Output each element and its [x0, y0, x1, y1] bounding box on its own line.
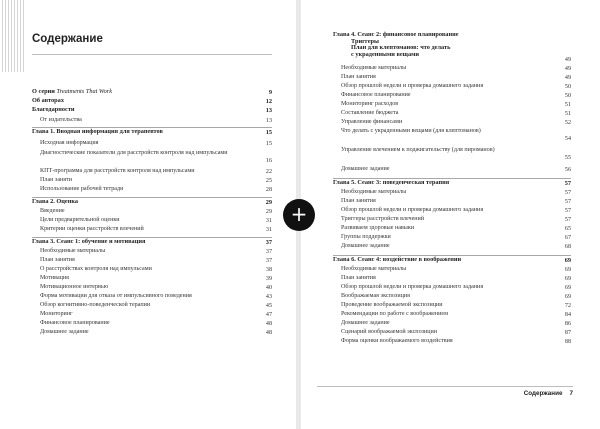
toc-entry	[341, 225, 571, 232]
entry-text: Об авторах	[32, 97, 64, 104]
toc-entry	[341, 128, 571, 142]
toc-heading	[32, 239, 272, 246]
entry-title	[341, 83, 551, 90]
toc-entry	[40, 284, 272, 291]
toc-entry	[40, 257, 272, 264]
toc-heading	[32, 89, 272, 96]
page-num: 25	[265, 177, 272, 184]
entry-title	[341, 329, 551, 336]
entry-text: Диагностические показатели для расстройств контроля над импульсами	[40, 150, 228, 156]
toc-entry	[341, 216, 571, 223]
toc-entry	[40, 320, 272, 327]
toc-entry	[40, 311, 272, 318]
entry-text: Критерии оценки расстройств влечений	[40, 226, 144, 232]
entry-text: Глава 3. Сеанс 1: обучение и мотивация	[32, 238, 146, 245]
entry-title	[32, 239, 252, 246]
toc-entry	[341, 119, 571, 126]
entry-text: Глава 6. Сеанс 4: воздействие в воображении	[333, 256, 462, 263]
page-num: 56	[564, 166, 571, 173]
toc-entry	[40, 248, 272, 255]
entry-title	[341, 110, 551, 117]
entry-title	[333, 32, 551, 58]
entry-title	[32, 199, 252, 206]
toc-entry	[341, 74, 571, 81]
page-num: 22	[265, 168, 272, 175]
entry-title	[341, 293, 551, 300]
page-num: 57	[564, 216, 571, 223]
entry-title	[341, 234, 551, 241]
entry-text: Необходимые материалы	[40, 248, 106, 254]
toc-entry	[40, 208, 272, 215]
entry-text: План занятия	[40, 257, 75, 263]
page-num: 16	[265, 157, 272, 164]
page-num: 57	[564, 207, 571, 214]
stripe-line	[14, 0, 15, 72]
left-page	[0, 0, 296, 429]
toc-entry	[341, 329, 571, 336]
toc-entry	[341, 293, 571, 300]
toc-entry	[341, 320, 571, 327]
entry-text: Благодарности	[32, 106, 75, 113]
toc-entry	[341, 56, 571, 63]
toc-heading	[333, 180, 571, 187]
footer-divider	[317, 386, 573, 387]
toc-entry	[40, 275, 272, 282]
page-num: 15	[265, 128, 272, 136]
entry-text: Обзор прошлой недели и проверка домашнего задания	[341, 284, 484, 290]
entry-title	[40, 140, 252, 147]
entry-title	[341, 128, 551, 135]
page-num: 54	[564, 135, 571, 142]
entry-text: Что делать с украденными вещами (для клептоманов)	[341, 128, 481, 134]
entry-title	[341, 207, 551, 214]
entry-title	[40, 248, 252, 255]
entry-title-line: План для клептоманов: что делать	[351, 44, 451, 51]
page-num: 84	[564, 311, 571, 318]
page-num: 37	[265, 248, 272, 255]
entry-title	[40, 329, 252, 336]
entry-text: Финансовое планирование	[341, 92, 411, 98]
entry-title	[341, 119, 551, 126]
toc-title: Содержание	[32, 33, 103, 45]
entry-text: От издательства	[40, 117, 82, 123]
entry-title-line: с украденными вещами	[351, 50, 420, 58]
entry-text: Использование рабочей тетради	[40, 186, 124, 192]
entry-text: Глава 2. Оценка	[32, 198, 79, 205]
toc-entry	[40, 293, 272, 300]
toc-entry	[341, 234, 571, 241]
toc-entry	[40, 168, 272, 175]
page-num: 13	[265, 106, 272, 114]
toc-heading	[32, 98, 272, 105]
toc-entry	[341, 266, 571, 273]
toc-entry	[341, 338, 571, 345]
entry-text: Рекомендации по работе с воображением	[341, 311, 448, 317]
entry-title	[341, 302, 551, 309]
entry-title	[341, 216, 551, 223]
page-num: 40	[265, 284, 272, 291]
page-footer	[524, 390, 573, 397]
toc-entry	[40, 117, 272, 124]
entry-text: Домашнее задание	[341, 166, 390, 172]
page-num: 57	[564, 179, 571, 187]
entry-text: Обзор прошлой недели и проверка домашнего задания	[341, 207, 484, 213]
stripe-line	[2, 0, 3, 72]
toc-entry	[40, 186, 272, 193]
entry-text: Форма оценки воображаемого воздействия	[341, 338, 453, 344]
entry-title	[32, 89, 252, 96]
entry-title	[40, 186, 252, 193]
entry-title	[40, 150, 252, 157]
stripe-line	[23, 0, 24, 72]
right-page	[301, 0, 600, 429]
entry-title	[341, 311, 551, 318]
entry-title	[341, 320, 551, 327]
toc-entry	[341, 83, 571, 90]
page-num: 37	[265, 257, 272, 264]
entry-title	[341, 284, 551, 291]
entry-title	[341, 225, 551, 232]
entry-text: Управление финансами	[341, 119, 403, 125]
toc-entry	[341, 147, 571, 161]
page-num: 88	[564, 338, 571, 345]
entry-title	[40, 257, 252, 264]
toc-entry	[40, 226, 272, 233]
page-num: 13	[265, 117, 272, 124]
entry-text: Проведение воображаемой экспозиции	[341, 302, 443, 308]
page-num: 72	[564, 302, 571, 309]
entry-title	[40, 168, 252, 175]
entry-title	[341, 147, 551, 154]
entry-title	[341, 65, 551, 72]
entry-title	[40, 275, 252, 282]
entry-text: Сценарий воображаемой экспозиции	[341, 329, 438, 335]
entry-text: Управление влечением к поджигательству (для пироманов)	[341, 147, 495, 153]
footer-label: Содержание	[523, 390, 563, 397]
entry-text: Необходимые материалы	[341, 266, 407, 272]
toc-entry	[40, 150, 272, 164]
toc-entry	[40, 329, 272, 336]
entry-text: Мониторинг расходов	[341, 101, 399, 107]
entry-italic: Treatments That Work	[56, 88, 112, 95]
entry-title	[40, 302, 252, 309]
entry-title	[341, 92, 551, 99]
entry-text: Домашнее задание	[40, 329, 89, 335]
entry-text: Глава 1. Вводная информация для терапевтов	[32, 128, 163, 135]
entry-title	[341, 243, 551, 250]
entry-text: О серии	[32, 88, 57, 95]
entry-text: Цели предварительной оценки	[40, 217, 120, 223]
page-num: 37	[265, 238, 272, 246]
entry-text: План занятия	[341, 198, 376, 204]
entry-text: Триггеры расстройств влечений	[341, 216, 425, 222]
decorative-stripes	[0, 0, 26, 72]
entry-title-line: Глава 4. Сеанс 2: финансовое планирование	[333, 31, 459, 38]
entry-title	[341, 166, 551, 173]
entry-title	[341, 198, 551, 205]
entry-title	[40, 208, 252, 215]
entry-text: Группы поддержки	[341, 234, 391, 240]
page-num: 29	[265, 198, 272, 206]
page-num: 69	[564, 284, 571, 291]
entry-title	[32, 129, 252, 136]
page-num: 38	[265, 266, 272, 273]
stripe-line	[5, 0, 6, 72]
page-num: 15	[265, 140, 272, 147]
toc-entry	[341, 311, 571, 318]
entry-title	[341, 266, 551, 273]
page-num: 69	[564, 275, 571, 282]
toc-entry	[341, 110, 571, 117]
entry-text: Мониторинг	[40, 311, 73, 317]
page-num: 55	[564, 154, 571, 161]
entry-title-line: Триггеры	[351, 37, 379, 45]
toc-entry	[341, 275, 571, 282]
entry-text: Мотивационное интервью	[40, 284, 109, 290]
toc-entry	[341, 65, 571, 72]
page-num: 57	[564, 189, 571, 196]
page-number: 7	[569, 390, 573, 397]
page-num: 48	[265, 329, 272, 336]
entry-title	[341, 189, 551, 196]
stripe-line	[11, 0, 12, 72]
page-num: 69	[564, 266, 571, 273]
entry-text: Составление бюджета	[341, 110, 399, 116]
page-num: 69	[564, 293, 571, 300]
toc-entry	[40, 140, 272, 147]
page-num: 57	[564, 198, 571, 205]
entry-title	[40, 311, 252, 318]
toc-entry	[341, 284, 571, 291]
toc-entry	[40, 266, 272, 273]
toc-entry	[341, 166, 571, 173]
entry-title	[341, 74, 551, 81]
entry-title	[333, 180, 551, 187]
toc-entry	[341, 207, 571, 214]
page-num: 51	[564, 101, 571, 108]
page-num: 68	[564, 243, 571, 250]
page-num: 50	[564, 92, 571, 99]
page-num: 29	[265, 208, 272, 215]
page-num: 86	[564, 320, 571, 327]
entry-title	[40, 266, 252, 273]
entry-text: О расстройствах контроля над импульсами	[40, 266, 152, 272]
entry-text: Финансовое планирование	[40, 320, 110, 326]
page-num: 65	[564, 225, 571, 232]
toc-entry	[40, 177, 272, 184]
add-button[interactable]: +	[283, 199, 315, 231]
page-num: 50	[564, 83, 571, 90]
toc-entry	[40, 217, 272, 224]
page-num: 49	[564, 74, 571, 81]
page-num: 52	[564, 119, 571, 126]
page-num: 51	[564, 110, 571, 117]
entry-text: Необходимые материалы	[341, 65, 407, 71]
toc-heading	[333, 257, 571, 264]
page-num: 67	[564, 234, 571, 241]
entry-text: Введение	[40, 208, 65, 214]
page-num: 28	[265, 186, 272, 193]
entry-title	[341, 338, 551, 345]
stripe-line	[8, 0, 9, 72]
entry-text: Форма мотивации для отказа от импульсивного поведения	[40, 293, 192, 299]
entry-text: План занятия	[341, 74, 376, 80]
entry-text: План занятия	[341, 275, 376, 281]
entry-text: Исходная информация	[40, 140, 99, 146]
entry-text: Воображаемая экспозиция	[341, 293, 410, 299]
page-num: 12	[265, 97, 272, 105]
toc-heading	[32, 199, 272, 206]
entry-text: Обзор прошлой недели и проверка домашнего задания	[341, 83, 484, 89]
title-divider	[32, 54, 272, 55]
toc-entry	[341, 198, 571, 205]
entry-text: Глава 5. Сеанс 3: поведенческая терапия	[333, 179, 450, 186]
entry-title	[32, 98, 252, 105]
toc-entry	[341, 189, 571, 196]
entry-title	[40, 293, 252, 300]
entry-text: КПТ-программа для расстройств контроля над импульсами	[40, 168, 195, 174]
entry-title	[32, 107, 252, 114]
entry-title	[40, 217, 252, 224]
page-num: 43	[265, 293, 272, 300]
toc-entry	[341, 302, 571, 309]
page-num: 48	[265, 320, 272, 327]
stripe-line	[20, 0, 21, 72]
toc-entry	[341, 243, 571, 250]
toc-entry	[40, 302, 272, 309]
entry-text: Домашнее задание	[341, 243, 390, 249]
entry-title	[341, 101, 551, 108]
page-num: 39	[265, 275, 272, 282]
page-num: 69	[564, 256, 571, 264]
entry-title	[333, 257, 551, 264]
entry-title	[40, 320, 252, 327]
page-num: 87	[564, 329, 571, 336]
entry-title	[40, 284, 252, 291]
entry-text: Домашнее задание	[341, 320, 390, 326]
stripe-line	[17, 0, 18, 72]
entry-text: План заняти	[40, 177, 73, 183]
toc-heading	[333, 32, 571, 56]
entry-text: Мотивация	[40, 275, 69, 281]
toc-entry	[341, 101, 571, 108]
page-num: 49	[564, 65, 571, 72]
toc-heading	[32, 129, 272, 136]
page-num: 31	[265, 217, 272, 224]
page-num: 45	[265, 302, 272, 309]
entry-title	[40, 226, 252, 233]
page-num: 31	[265, 226, 272, 233]
entry-title	[40, 117, 252, 124]
toc-heading	[32, 107, 272, 114]
entry-text: Необходимые материалы	[341, 189, 407, 195]
entry-text: Развиваем здоровые навыки	[341, 225, 415, 231]
toc-entry	[341, 92, 571, 99]
page-num: 47	[265, 311, 272, 318]
entry-title	[40, 177, 252, 184]
page-num: 49	[564, 56, 571, 63]
page-num: 9	[268, 88, 272, 96]
entry-title	[341, 275, 551, 282]
entry-text: Обзор когнитивно-поведенческой терапии	[40, 302, 151, 308]
